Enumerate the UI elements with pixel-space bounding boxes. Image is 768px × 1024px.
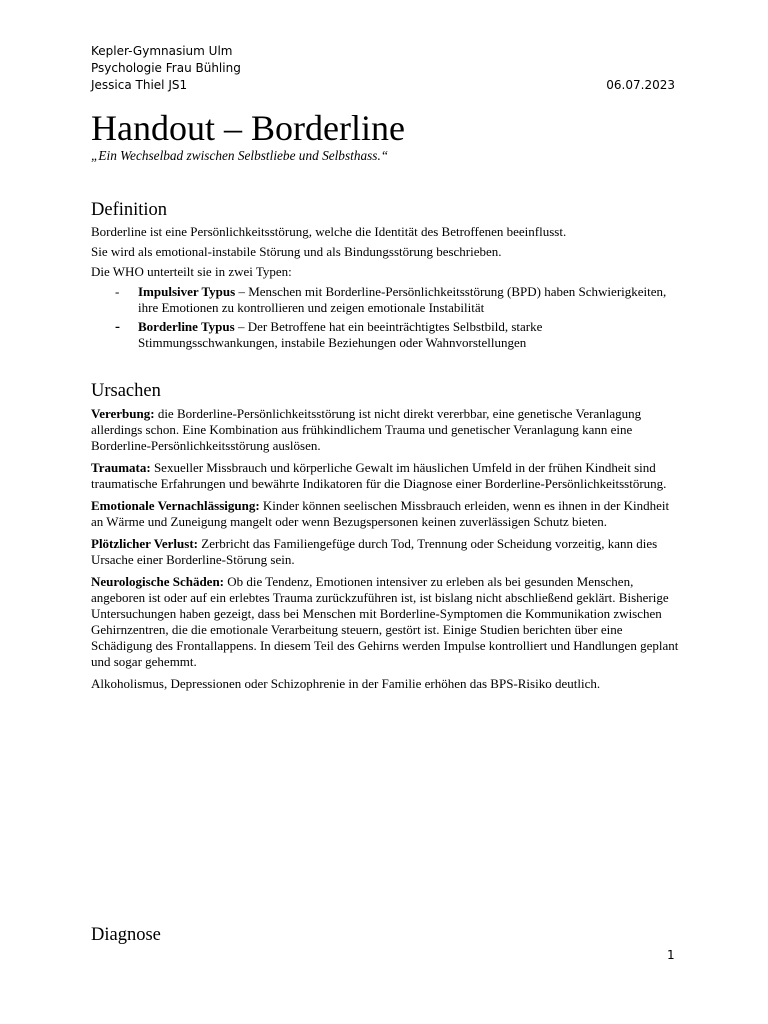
dash-bullet: - bbox=[115, 284, 120, 299]
cause-text: Zerbricht das Familiengefüge durch Tod, Trennung oder Scheidung vorzeitig, kann dies Ursache einer Borderline-Störung sein. bbox=[91, 536, 658, 567]
type-item-impulsiv bbox=[91, 284, 681, 316]
cause-paragraph-verlust bbox=[91, 536, 681, 568]
cause-paragraph-neurologie bbox=[91, 574, 681, 670]
definition-section bbox=[91, 198, 681, 351]
type-item-borderline bbox=[91, 319, 681, 351]
definition-heading: Definition bbox=[91, 200, 168, 220]
author-date-row bbox=[91, 77, 675, 94]
type-text: – Menschen mit Borderline-Persönlichkeitsstörung (BPD) haben Schwierigkeiten, ihre Emotionen zu kontrollieren und zeigen emotionale Instabilität bbox=[138, 284, 667, 315]
definition-line: Borderline ist eine Persönlichkeitsstörung, welche die Identität des Betroffenen beeinflusst. bbox=[91, 224, 567, 239]
author-name: Jessica Thiel JS1 bbox=[91, 78, 188, 92]
cause-paragraph-vererbung bbox=[91, 406, 681, 454]
diagnose-heading: Diagnose bbox=[91, 925, 161, 945]
cause-label: Neurologische Schäden: bbox=[91, 574, 225, 589]
cause-label: Plötzlicher Verlust: bbox=[91, 536, 198, 551]
cause-text: Sexueller Missbrauch und körperliche Gewalt im häuslichen Umfeld in der frühen Kindheit sind traumatische Erfahrungen und bewährte Indikatoren für die Diagnose einer Borderline-Persönlichkeitsstörung. bbox=[91, 460, 667, 491]
type-label: Borderline Typus bbox=[138, 319, 235, 334]
cause-label: Traumata: bbox=[91, 460, 151, 475]
document-title: Handout – Borderline bbox=[91, 108, 405, 148]
cause-label: Vererbung: bbox=[91, 406, 155, 421]
document-header bbox=[91, 43, 675, 94]
cause-paragraph-traumata bbox=[91, 460, 681, 492]
definition-line: Die WHO unterteilt sie in zwei Typen: bbox=[91, 264, 292, 279]
dash-bullet: - bbox=[115, 319, 120, 335]
type-text: – Der Betroffene hat ein beeinträchtigtes Selbstbild, starke Stimmungsschwankungen, instabile Beziehungen oder Wahnvorstellungen bbox=[138, 319, 543, 350]
cause-text: Ob die Tendenz, Emotionen intensiver zu erleben als bei gesunden Menschen, angeboren ist oder auf ein erlebtes Trauma zurückzuführen ist, ist bislang nicht abschließend geklärt. Bisherige Untersuchungen haben gezeigt, dass bei Menschen mit Borderline-Symptomen die Kommunikation zwischen Gehirnzentren, die die emotionale Verarbeitung steuern, gestört ist. Einige Studien berichten über eine Schädigung des Frontallappens. In diesem Teil des Gehirns werden Impulse kontrolliert und Handlungen geplant und sogar gehemmt. bbox=[91, 574, 679, 669]
school-name: Kepler-Gymnasium Ulm bbox=[91, 44, 233, 58]
cause-paragraph-vernachlaessigung bbox=[91, 498, 681, 530]
cause-text: die Borderline-Persönlichkeitsstörung ist nicht direkt vererbbar, eine genetische Veranlagung allerdings schon. Eine Kombination aus frühkindlichem Trauma und genetischer Veranlagung kann eine Borderline-Persönlichkeitsstörung auslösen. bbox=[91, 406, 642, 453]
page-number: 1 bbox=[667, 948, 675, 962]
type-label: Impulsiver Typus bbox=[138, 284, 236, 299]
document-date: 06.07.2023 bbox=[606, 78, 675, 92]
type-list bbox=[91, 284, 681, 351]
ursachen-section bbox=[91, 379, 681, 692]
course-name: Psychologie Frau Bühling bbox=[91, 61, 241, 75]
ursachen-heading: Ursachen bbox=[91, 381, 161, 401]
document-body bbox=[91, 198, 681, 698]
document-subtitle: „Ein Wechselbad zwischen Selbstliebe und Selbsthass.“ bbox=[91, 148, 389, 163]
closing-paragraph: Alkoholismus, Depressionen oder Schizophrenie in der Familie erhöhen das BPS-Risiko deutlich. bbox=[91, 676, 601, 691]
cause-label: Emotionale Vernachlässigung: bbox=[91, 498, 260, 513]
definition-line: Sie wird als emotional-instabile Störung und als Bindungsstörung beschrieben. bbox=[91, 244, 502, 259]
cause-text: Kinder können seelischen Missbrauch erleiden, wenn es ihnen in der Kindheit an Wärme und Zuneigung mangelt oder wenn Bezugspersonen keinen zuverlässigen Schutz bieten. bbox=[91, 498, 670, 529]
